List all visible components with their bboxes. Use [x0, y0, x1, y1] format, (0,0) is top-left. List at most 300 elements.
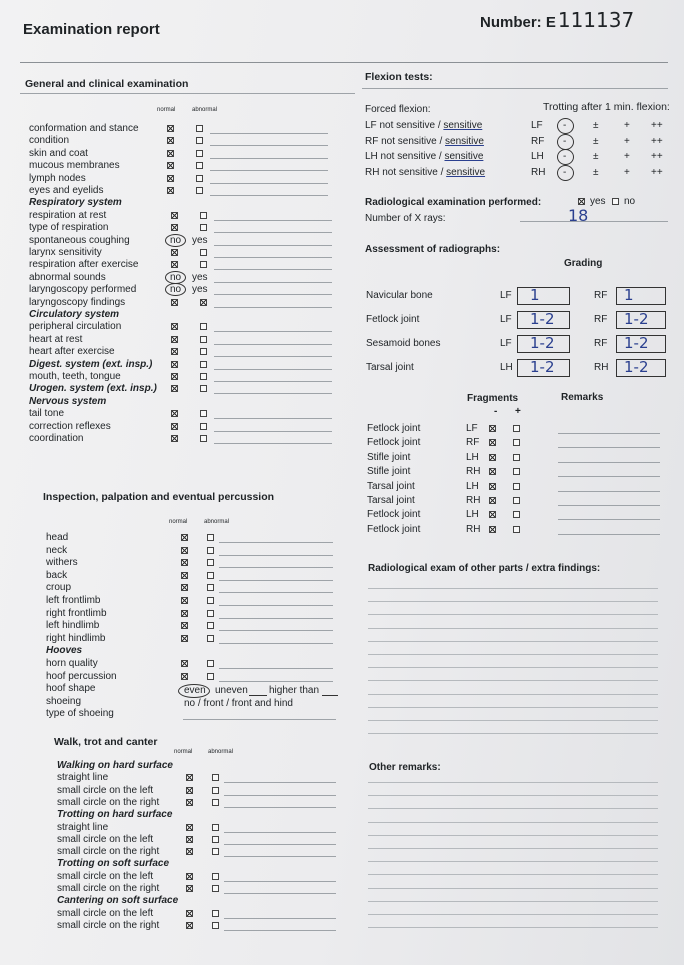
normal-checkbox[interactable] [181, 584, 188, 591]
inspection-row-label: head [46, 532, 69, 543]
fragment-leg: LH [466, 451, 479, 463]
abnormal-checkbox[interactable] [200, 373, 207, 380]
general-row-label: correction reflexes [29, 420, 111, 432]
general-row-line [214, 257, 332, 258]
fragment-minus-checkbox[interactable] [489, 425, 496, 432]
abnormal-checkbox[interactable] [200, 323, 207, 330]
grading-left-leg: LF [500, 290, 512, 301]
trotting-label: Trotting after 1 min. flexion: [543, 101, 670, 113]
flexion-scale: - [563, 151, 567, 162]
normal-checkbox[interactable] [181, 572, 188, 579]
general-row-label: Urogen. system (ext. insp.) [29, 383, 157, 395]
normal-checkbox[interactable] [181, 673, 188, 680]
fragment-joint: Stifle joint [367, 451, 411, 463]
normal-checkbox[interactable] [167, 150, 174, 157]
header-divider [20, 62, 668, 63]
normal-checkbox[interactable] [186, 787, 193, 794]
abnormal-checkbox[interactable] [200, 435, 207, 442]
other-remarks-line [368, 927, 658, 928]
inspection-row-label: right frontlimb [46, 607, 107, 619]
normal-checkbox[interactable] [171, 249, 178, 256]
fragment-plus-checkbox[interactable] [513, 511, 520, 518]
general-row-label: larynx sensitivity [29, 247, 102, 258]
fragment-minus-checkbox[interactable] [489, 526, 496, 533]
general-row-line [214, 245, 332, 246]
flexion-prefix: LF not sensitive / [365, 120, 444, 131]
grading-left-box[interactable] [517, 287, 570, 305]
normal-checkbox[interactable] [181, 660, 188, 667]
normal-checkbox[interactable] [181, 597, 188, 604]
fragment-remark-line [558, 534, 660, 535]
extra-findings-line [368, 654, 658, 655]
radiological-performed-label: Radiological examination performed: [365, 197, 542, 208]
abnormal-checkbox[interactable] [200, 249, 207, 256]
general-row-label: laryngoscopy performed [29, 284, 137, 296]
normal-checkbox[interactable] [171, 323, 178, 330]
inspection-row-line [219, 592, 333, 593]
grading-right-value: 1-2 [624, 358, 649, 376]
other-remarks-line [368, 808, 658, 809]
inspection-row-label: hoof shape [46, 683, 96, 695]
grading-joint: Navicular bone [366, 290, 433, 301]
grading-joint: Sesamoid bones [366, 338, 441, 349]
grading-right-leg: RH [594, 362, 609, 373]
extra-findings-line [368, 614, 658, 615]
general-row-line [214, 294, 332, 295]
flexion-leg: RH [531, 166, 546, 178]
extra-findings-line [368, 680, 658, 681]
fragment-remark-line [558, 447, 660, 448]
normal-checkbox[interactable] [167, 125, 174, 132]
grading-left-leg: LH [500, 362, 513, 373]
general-row-line [214, 381, 332, 382]
other-remarks-line [368, 888, 658, 889]
inspection-row-label: shoeing [46, 695, 82, 707]
no-option: no [170, 271, 182, 283]
normal-checkbox[interactable] [171, 373, 178, 380]
grading-joint: Fetlock joint [366, 314, 420, 325]
normal-checkbox[interactable] [181, 610, 188, 617]
abnormal-checkbox[interactable] [212, 922, 219, 929]
general-row-label: Digest. system (ext. insp.) [29, 358, 153, 370]
general-row-line [210, 170, 328, 171]
abnormal-checkbox[interactable] [212, 787, 219, 794]
hoof-shape-even: even [184, 685, 206, 696]
inspection-row-line [219, 580, 333, 581]
walk-row-label: small circle on the right [57, 796, 160, 808]
fragment-joint: Stifle joint [367, 466, 411, 478]
fragment-leg: LF [466, 423, 478, 434]
abnormal-checkbox[interactable] [212, 873, 219, 880]
abnormal-checkbox[interactable] [207, 559, 214, 566]
walk-row-label: Cantering on soft surface [57, 895, 179, 907]
general-row-line [214, 282, 332, 283]
abnormal-checkbox[interactable] [207, 635, 214, 642]
yes-option: yes [192, 284, 208, 296]
grading-right-value: 1-2 [624, 334, 649, 352]
abnormal-checkbox[interactable] [196, 187, 203, 194]
fragment-joint: Tarsal joint [367, 495, 415, 506]
abnormal-checkbox[interactable] [212, 885, 219, 892]
assessment-label: Assessment of radiographs: [365, 244, 501, 255]
normal-checkbox[interactable] [186, 836, 193, 843]
general-row-line [210, 195, 328, 196]
walk-row-label: small circle on the left [57, 907, 154, 919]
grading-left-value: 1-2 [530, 358, 555, 376]
normal-checkbox[interactable] [181, 559, 188, 566]
flexion-prefix: RH not sensitive / [365, 166, 447, 178]
general-row-label: abnormal sounds [29, 271, 106, 283]
normal-checkbox[interactable] [171, 261, 178, 268]
general-row-label: eyes and eyelids [29, 185, 104, 196]
inspection-row-line [219, 630, 333, 631]
xrays-line [520, 221, 668, 222]
general-col-abnormal: abnormal [192, 107, 218, 113]
abnormal-checkbox[interactable] [207, 673, 214, 680]
abnormal-checkbox[interactable] [207, 597, 214, 604]
fragment-minus-checkbox[interactable] [489, 454, 496, 461]
normal-checkbox[interactable] [186, 799, 193, 806]
general-row-line [214, 431, 332, 432]
general-row-label: peripheral circulation [29, 321, 122, 333]
flexion-leg: RF [531, 135, 545, 147]
abnormal-checkbox[interactable] [212, 836, 219, 843]
abnormal-checkbox[interactable] [196, 162, 203, 169]
walk-row-line [224, 782, 336, 783]
fragment-remark-line [558, 491, 660, 492]
type-of-shoeing-line [183, 719, 336, 720]
extra-findings-line [368, 588, 658, 589]
general-row-line [210, 183, 328, 184]
normal-checkbox[interactable] [186, 910, 193, 917]
inspection-row-line [219, 605, 333, 606]
abnormal-checkbox[interactable] [200, 348, 207, 355]
flexion-row [365, 136, 484, 148]
fragment-plus-checkbox[interactable] [513, 497, 520, 504]
fragment-leg: LH [466, 480, 479, 492]
normal-checkbox[interactable] [171, 385, 178, 392]
uneven-blank [249, 695, 267, 696]
fragment-plus-checkbox[interactable] [513, 454, 520, 461]
abnormal-checkbox[interactable] [200, 261, 207, 268]
general-row-line [214, 331, 332, 332]
general-row-line [210, 145, 328, 146]
walk-row-label: small circle on the right [57, 883, 160, 894]
flexion-scale: ++ [651, 151, 663, 162]
walk-row-label: small circle on the left [57, 784, 154, 796]
shoeing-options: no / front / front and hind [184, 698, 293, 709]
normal-checkbox[interactable] [186, 848, 193, 855]
abnormal-checkbox[interactable] [207, 610, 214, 617]
fragment-leg: RH [466, 466, 481, 478]
normal-checkbox[interactable] [167, 162, 174, 169]
normal-checkbox[interactable] [171, 361, 178, 368]
fragment-plus-checkbox[interactable] [513, 526, 520, 533]
normal-checkbox[interactable] [167, 175, 174, 182]
inspection-row-label: back [46, 569, 68, 581]
radiological-no-checkbox[interactable] [612, 198, 619, 205]
extra-findings-line [368, 667, 658, 668]
abnormal-checkbox[interactable] [212, 824, 219, 831]
extra-findings-line [368, 694, 658, 695]
fragment-remark-line [558, 433, 660, 434]
inspection-row-label: left hindlimb [46, 620, 100, 632]
no-option: no [170, 234, 182, 246]
normal-checkbox[interactable] [186, 774, 193, 781]
inspection-row-line [219, 643, 333, 644]
general-row-label: laryngoscopy findings [29, 296, 126, 308]
walk-col-abnormal: abnormal [208, 749, 234, 755]
fragment-minus-checkbox[interactable] [489, 511, 496, 518]
normal-checkbox[interactable] [171, 423, 178, 430]
radiological-yes-checkbox[interactable] [578, 198, 585, 205]
flexion-scale: ++ [651, 166, 663, 178]
general-row-label: lymph nodes [29, 172, 86, 184]
other-remarks-line [368, 901, 658, 902]
page-title: Examination report [23, 21, 160, 38]
fragment-plus-checkbox[interactable] [513, 439, 520, 446]
normal-checkbox[interactable] [186, 885, 193, 892]
flexion-scale: + [624, 151, 630, 162]
inspection-row-label: right hindlimb [46, 632, 106, 644]
general-row-label: respiration after exercise [29, 259, 139, 271]
fragment-minus-checkbox[interactable] [489, 483, 496, 490]
general-row-label: coordination [29, 433, 84, 444]
general-row-line [214, 220, 332, 221]
report-number [480, 8, 634, 32]
flexion-scale: ++ [651, 135, 663, 147]
xrays-label: Number of X rays: [365, 213, 446, 224]
flexion-prefix: LH not sensitive / [365, 151, 445, 162]
other-remarks-line [368, 874, 658, 875]
abnormal-checkbox[interactable] [196, 150, 203, 157]
general-row-label: Respiratory system [29, 197, 122, 209]
normal-checkbox[interactable] [171, 336, 178, 343]
normal-checkbox[interactable] [171, 410, 178, 417]
general-row-label: conformation and stance [29, 123, 139, 134]
grading-left-leg: LF [500, 338, 512, 349]
fragment-plus-checkbox[interactable] [513, 468, 520, 475]
flexion-sensitive: sensitive [445, 135, 484, 147]
normal-checkbox[interactable] [181, 622, 188, 629]
flexion-prefix: RF not sensitive / [365, 135, 446, 147]
walk-col-normal: normal [174, 749, 193, 755]
general-col-normal: normal [157, 107, 176, 113]
general-heading: General and clinical examination [25, 78, 189, 90]
grading-joint: Tarsal joint [366, 362, 414, 373]
flexion-leg: LH [531, 151, 544, 162]
flexion-scale: - [563, 166, 567, 178]
fragment-leg: RF [466, 437, 480, 449]
abnormal-checkbox[interactable] [212, 774, 219, 781]
grading-left-value: 1 [530, 286, 540, 304]
forced-flexion-label: Forced flexion: [365, 104, 431, 115]
normal-checkbox[interactable] [171, 224, 178, 231]
fragment-leg: LH [466, 509, 479, 521]
flexion-sensitive: sensitive [446, 166, 486, 178]
walk-row-line [224, 844, 336, 845]
fragment-minus-checkbox[interactable] [489, 497, 496, 504]
walk-row-label: straight line [57, 821, 109, 833]
walk-row-label: Trotting on soft surface [57, 858, 170, 870]
fragment-remark-line [558, 462, 660, 463]
fragment-joint: Fetlock joint [367, 523, 421, 535]
general-row-line [214, 344, 332, 345]
abnormal-checkbox[interactable] [207, 572, 214, 579]
abnormal-checkbox[interactable] [207, 660, 214, 667]
inspection-row-line [219, 567, 333, 568]
fragment-remark-line [558, 519, 660, 520]
general-row-line [214, 393, 332, 394]
normal-checkbox[interactable] [181, 534, 188, 541]
fragment-minus-checkbox[interactable] [489, 468, 496, 475]
grading-right-leg: RF [594, 290, 608, 301]
other-remarks-line [368, 795, 658, 796]
abnormal-checkbox[interactable] [200, 410, 207, 417]
inspection-col-abnormal: abnormal [204, 519, 230, 525]
general-row-line [214, 443, 332, 444]
normal-checkbox[interactable] [186, 824, 193, 831]
flexion-scale: ± [593, 135, 599, 147]
general-row-line [214, 232, 332, 233]
general-row-label: mucous membranes [29, 160, 120, 172]
abnormal-checkbox[interactable] [207, 534, 214, 541]
fragment-joint: Fetlock joint [367, 423, 421, 434]
abnormal-checkbox[interactable] [212, 799, 219, 806]
flexion-scale: + [624, 166, 630, 178]
hoof-shape-uneven: uneven [215, 685, 248, 696]
grading-right-leg: RF [594, 338, 608, 349]
normal-checkbox[interactable] [171, 299, 178, 306]
inspection-row-line [219, 555, 333, 556]
inspection-row-label: neck [46, 544, 68, 556]
abnormal-checkbox[interactable] [200, 385, 207, 392]
walk-row-line [224, 832, 336, 833]
remarks-label: Remarks [561, 392, 604, 403]
abnormal-checkbox[interactable] [200, 336, 207, 343]
abnormal-checkbox[interactable] [196, 137, 203, 144]
hoof-shape-higher: higher than [269, 685, 320, 696]
general-row-label: heart at rest [29, 333, 83, 345]
other-remarks-line [368, 782, 658, 783]
walk-row-label: small circle on the left [57, 870, 154, 882]
inspection-col-normal: normal [169, 519, 188, 525]
normal-checkbox[interactable] [167, 187, 174, 194]
abnormal-checkbox[interactable] [196, 125, 203, 132]
grading-left-leg: LF [500, 314, 512, 325]
general-row-label: respiration at rest [29, 209, 107, 221]
other-remarks-line [368, 848, 658, 849]
general-row-label: mouth, teeth, tongue [29, 371, 121, 382]
normal-checkbox[interactable] [181, 547, 188, 554]
abnormal-checkbox[interactable] [207, 584, 214, 591]
grading-left-value: 1-2 [530, 334, 555, 352]
flexion-scale: - [563, 135, 567, 147]
fragment-remark-line [558, 476, 660, 477]
flexion-scale: + [624, 135, 630, 147]
fragments-minus: - [494, 406, 498, 417]
fragment-leg: RH [466, 523, 481, 535]
fragments-label: Fragments [467, 393, 519, 404]
normal-checkbox[interactable] [186, 873, 193, 880]
other-remarks-line [368, 861, 658, 862]
inspection-row-label: horn quality [46, 658, 98, 669]
abnormal-checkbox[interactable] [200, 212, 207, 219]
grading-right-value: 1-2 [624, 310, 649, 328]
normal-checkbox[interactable] [167, 137, 174, 144]
inspection-row-line [219, 542, 333, 543]
flexion-scale: ++ [651, 120, 663, 131]
walk-row-label: small circle on the left [57, 833, 154, 845]
flexion-row [365, 167, 485, 179]
other-remarks-line [368, 914, 658, 915]
walk-row-label: Trotting on hard surface [57, 809, 173, 821]
abnormal-checkbox[interactable] [200, 423, 207, 430]
general-row-line [214, 307, 332, 308]
abnormal-checkbox[interactable] [200, 361, 207, 368]
extra-findings-line [368, 733, 658, 734]
abnormal-checkbox[interactable] [207, 547, 214, 554]
flexion-row [365, 151, 483, 163]
inspection-row-label: left frontlimb [46, 595, 101, 606]
general-row-label: Nervous system [29, 395, 107, 407]
inspection-row-line [219, 668, 333, 669]
flexion-scale: ± [593, 151, 599, 162]
walk-row-label: Walking on hard surface [57, 760, 173, 771]
general-row-label: type of respiration [29, 222, 109, 234]
walk-row-label: small circle on the right [57, 919, 160, 931]
inspection-row-label: hoof percussion [46, 670, 117, 682]
inspection-row-label: type of shoeing [46, 708, 114, 720]
abnormal-checkbox[interactable] [212, 910, 219, 917]
flexion-sensitive: sensitive [443, 120, 483, 131]
walk-row-label: straight line [57, 772, 109, 784]
walk-row-line [224, 807, 336, 808]
grading-right-value: 1 [624, 286, 634, 304]
fragment-joint: Fetlock joint [367, 509, 421, 521]
normal-checkbox[interactable] [171, 435, 178, 442]
general-row-label: spontaneous coughing [29, 234, 130, 246]
fragment-plus-checkbox[interactable] [513, 483, 520, 490]
normal-checkbox[interactable] [171, 348, 178, 355]
walk-heading: Walk, trot and canter [54, 736, 158, 748]
walk-row-line [224, 893, 336, 894]
extra-findings-line [368, 707, 658, 708]
fragment-minus-checkbox[interactable] [489, 439, 496, 446]
flexion-heading-rule [362, 88, 668, 89]
flexion-row [365, 120, 482, 132]
abnormal-checkbox[interactable] [207, 622, 214, 629]
yes-option: yes [192, 271, 208, 283]
flexion-leg: LF [531, 120, 543, 131]
fragment-plus-checkbox[interactable] [513, 425, 520, 432]
walk-row-line [224, 881, 336, 882]
flexion-scale: ± [593, 120, 599, 131]
abnormal-checkbox[interactable] [212, 848, 219, 855]
normal-checkbox[interactable] [171, 212, 178, 219]
abnormal-checkbox[interactable] [200, 299, 207, 306]
general-row-label: condition [29, 135, 70, 147]
normal-checkbox[interactable] [181, 635, 188, 642]
normal-checkbox[interactable] [186, 922, 193, 929]
xrays-value: 18 [568, 206, 589, 225]
flexion-sensitive: sensitive [444, 151, 484, 162]
general-row-label: Circulatory system [29, 309, 120, 320]
abnormal-checkbox[interactable] [200, 224, 207, 231]
other-remarks-line [368, 822, 658, 823]
walk-row-line [224, 856, 336, 857]
abnormal-checkbox[interactable] [196, 175, 203, 182]
